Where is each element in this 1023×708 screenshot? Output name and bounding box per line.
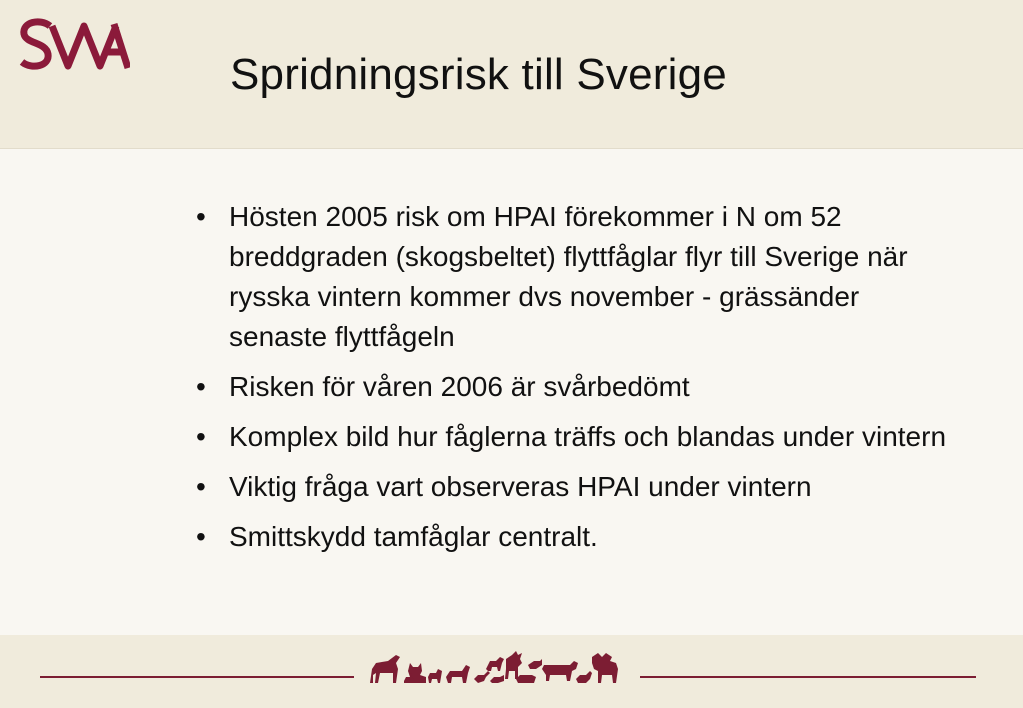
footer-rule-right	[640, 676, 976, 678]
bullet-marker: •	[196, 471, 206, 502]
bullet-marker: •	[196, 201, 206, 232]
bullet-text: Komplex bild hur fåglerna träffs och blandas under vintern	[229, 421, 947, 452]
bullet-text: Risken för våren 2006 är svårbedömt	[229, 371, 690, 402]
bullet-item	[196, 467, 956, 507]
bullet-text: Hösten 2005 risk om HPAI förekommer i N om 52 breddgraden (skogsbeltet) flyttfåglar flyr till Sverige när rysska vintern kommer dvs november - grässänder senaste flyttfågeln	[229, 201, 908, 352]
slide-body	[0, 149, 1023, 635]
bullet-text: Viktig fråga vart observeras HPAI under vintern	[229, 471, 812, 502]
slide-footer	[0, 635, 1023, 708]
bullet-marker: •	[196, 521, 206, 552]
slide-header	[0, 0, 1023, 149]
sva-logo-icon	[16, 16, 130, 76]
bullet-item	[196, 517, 956, 557]
animal-silhouettes-icon	[366, 649, 628, 689]
bullet-list	[196, 197, 956, 567]
bullet-marker: •	[196, 421, 206, 452]
slide-title: Spridningsrisk till Sverige	[230, 50, 727, 99]
bullet-marker: •	[196, 371, 206, 402]
bullet-item	[196, 197, 956, 357]
bullet-item	[196, 367, 956, 407]
bullet-text: Smittskydd tamfåglar centralt.	[229, 521, 598, 552]
footer-rule-left	[40, 676, 354, 678]
bullet-item	[196, 417, 956, 457]
